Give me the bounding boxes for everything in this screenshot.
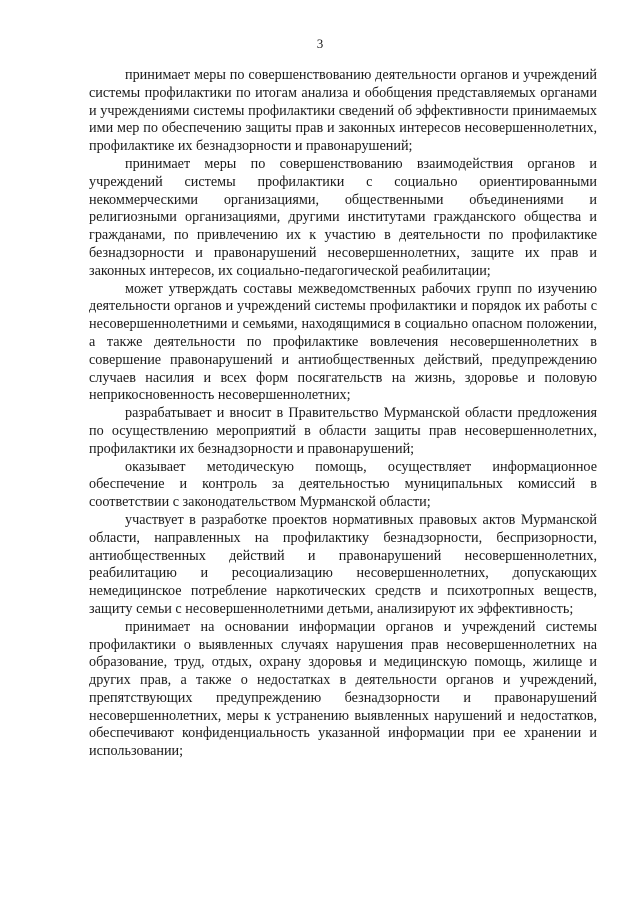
paragraph-6: участвует в разработке проектов нормативных правовых актов Мурманской области, направленных на профилактику безнадзорности, беспризорности, антиобщественных действий и правонарушений несовершеннолетних, реабилитацию и ресоциализацию несовершеннолетних, допускающих немедицинское потребление наркотических средств и психотропных веществ, защиту семьи с несовершеннолетними детьми, анализируют их эффективность; [89, 511, 597, 617]
paragraph-7: принимает на основании информации органов и учреждений системы профилактики о выявленных случаях нарушения прав несовершеннолетних на образование, труд, отдых, охрану здоровья и медицинскую помощь, жилище и других прав, а также о недостатках в деятельности органов и учреждений, препятствующих предупреждению безнадзорности и правонарушений несовершеннолетних, меры к устранению выявленных нарушений и недостатков, обеспечивают конфиденциальность указанной информации при ее хранении и использовании; [89, 618, 597, 760]
paragraph-2: принимает меры по совершенствованию взаимодействия органов и учреждений системы профилактики с социально ориентированными некоммерческими организациями, общественными объединениями и религиозными организациями, другими институтами гражданского общества и гражданами, по привлечению их к участию в деятельности по профилактике безнадзорности и правонарушений несовершеннолетних, защите их прав и законных интересов, их социально-педагогической реабилитации; [89, 155, 597, 279]
page-number: 3 [316, 36, 324, 51]
paragraph-1: принимает меры по совершенствованию деятельности органов и учреждений системы профилактики по итогам анализа и обобщения представляемых органами и учреждениями системы профилактики сведений об эффективности принимаемых ими мер по обеспечению защиты прав и законных интересов несовершеннолетних, профилактике их безнадзорности и правонарушений; [89, 67, 597, 155]
document-body [89, 67, 597, 761]
paragraph-5: оказывает методическую помощь, осуществляет информационное обеспечение и контроль за деятельностью муниципальных комиссий в соответствии с законодательством Мурманской области; [89, 458, 597, 511]
paragraph-3: может утверждать составы межведомственных рабочих групп по изучению деятельности органов и учреждений системы профилактики и порядок их работы с несовершеннолетними и семьями, находящимися в социально опасном положении, а также деятельности по профилактике вовлечения несовершеннолетних в совершение правонарушений и антиобщественных действий, предупреждению случаев насилия и всех форм посягательств на жизнь, здоровье и половую неприкосновенность несовершеннолетних; [89, 280, 597, 404]
paragraph-4: разрабатывает и вносит в Правительство Мурманской области предложения по осуществлению мероприятий в области защиты прав несовершеннолетних, профилактики их безнадзорности и правонарушений; [89, 405, 597, 457]
